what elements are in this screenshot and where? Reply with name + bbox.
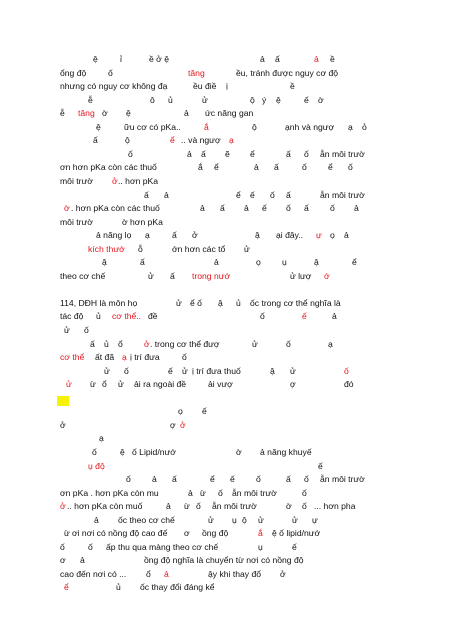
- text-fragment: ễ: [88, 94, 93, 105]
- text-fragment: ố: [60, 541, 65, 552]
- text-fragment: ừ: [200, 487, 206, 498]
- text-fragment: ấ: [172, 474, 177, 485]
- text-fragment: ả: [94, 514, 99, 525]
- text-line: [0, 473, 474, 486]
- highlighted-text: ở: [112, 175, 118, 186]
- text-fragment: ơ: [60, 555, 66, 566]
- text-line: [0, 202, 474, 215]
- text-fragment: ơ: [184, 528, 190, 539]
- text-fragment: ọ: [330, 230, 335, 241]
- text-fragment: ấ: [170, 270, 175, 281]
- text-fragment: ố: [302, 487, 307, 498]
- highlighted-text: ắ: [204, 121, 209, 132]
- text-fragment: ớn hơn các tổ: [172, 243, 226, 254]
- text-fragment: ỗ: [138, 243, 143, 254]
- text-fragment: ơn hơn pKa còn các thuố: [60, 162, 157, 173]
- text-fragment: ụ: [258, 541, 263, 552]
- text-fragment: ế: [250, 189, 255, 200]
- text-fragment: ễ: [60, 108, 65, 119]
- text-fragment: ờ: [102, 108, 108, 119]
- text-fragment: ệ: [93, 54, 98, 64]
- text-fragment: nhưng có nguy cơ không đạ: [60, 81, 168, 92]
- text-fragment: ế: [262, 203, 267, 214]
- text-fragment: ử: [208, 514, 214, 525]
- text-fragment: ể ố: [190, 297, 202, 308]
- text-fragment: ức năng gan: [205, 108, 254, 119]
- text-fragment: ử: [202, 94, 208, 105]
- text-fragment: ều điề: [193, 81, 217, 92]
- text-line: [0, 107, 474, 120]
- highlighted-text: ớ: [324, 270, 330, 281]
- text-fragment: ồng độ nghĩa là chuyển từ nơi có nồng độ: [144, 555, 304, 566]
- text-line: [0, 541, 474, 554]
- text-line: [0, 148, 474, 161]
- text-fragment: ất đã: [95, 352, 115, 363]
- text-fragment: ậ: [270, 365, 275, 376]
- text-fragment: .. hơn pKa: [118, 175, 159, 186]
- text-fragment: ờ: [286, 501, 292, 512]
- text-line: [0, 581, 474, 594]
- text-fragment: ấ: [90, 338, 95, 349]
- text-fragment: ộ: [125, 135, 130, 146]
- text-fragment: ả: [200, 203, 205, 214]
- text-line: [0, 378, 474, 391]
- text-fragment: ố: [128, 148, 133, 159]
- text-fragment: ố: [182, 352, 187, 363]
- text-fragment: ẫn môi trườ: [232, 487, 277, 498]
- highlighted-text: trong nướ: [192, 270, 231, 281]
- text-fragment: ợ: [170, 419, 176, 430]
- text-line: [0, 500, 474, 513]
- text-fragment: ải ra ngoài đề: [134, 379, 187, 390]
- text-fragment: ả: [166, 501, 171, 512]
- text-line: [0, 283, 474, 296]
- text-fragment: ụ: [282, 257, 287, 268]
- text-line: [0, 514, 474, 527]
- text-fragment: ử: [244, 243, 250, 254]
- text-fragment: đó: [344, 379, 354, 390]
- text-fragment: ế: [318, 460, 323, 471]
- text-fragment: ậ: [218, 297, 223, 308]
- text-fragment: ộ: [252, 121, 257, 132]
- text-fragment: ấ: [286, 148, 291, 159]
- text-fragment: ấ: [201, 148, 206, 159]
- text-fragment: ậ: [102, 257, 107, 268]
- text-fragment: . trong cơ thể đượ: [150, 338, 220, 349]
- text-fragment: ử: [252, 338, 258, 349]
- text-line: [0, 527, 474, 540]
- highlighted-text: tăng: [188, 67, 205, 78]
- highlighted-text: ở: [60, 501, 66, 512]
- text-fragment: ổng độ: [60, 67, 87, 78]
- text-fragment: ả: [164, 189, 169, 200]
- highlighted-text: ả: [164, 568, 169, 579]
- text-fragment: ố: [260, 311, 265, 322]
- text-fragment: ừ: [64, 528, 70, 539]
- highlighted-text: ắ: [258, 528, 263, 539]
- text-fragment: ạ: [348, 121, 353, 132]
- highlighted-text: ự: [316, 230, 322, 241]
- text-line: [0, 80, 474, 93]
- text-fragment: ờ: [318, 94, 324, 105]
- text-fragment: ả năng lọ: [96, 230, 132, 241]
- text-fragment: cao đến nơi có ...: [60, 568, 127, 579]
- text-fragment: ề: [290, 81, 295, 92]
- text-line: [0, 270, 474, 283]
- highlighted-text: ụ độ: [88, 460, 105, 471]
- text-fragment: ố: [256, 474, 261, 485]
- text-fragment: ố: [348, 162, 353, 173]
- text-line: [0, 297, 474, 310]
- text-fragment: ố: [84, 325, 89, 335]
- highlighted-text: ạ: [122, 352, 127, 363]
- highlighted-text: ể: [64, 582, 69, 593]
- text-line: [0, 568, 474, 581]
- text-fragment: ế: [230, 474, 235, 485]
- text-fragment: ải vượ: [208, 379, 233, 390]
- text-fragment: ị: [226, 81, 228, 92]
- text-fragment: tác độ: [60, 311, 84, 322]
- text-fragment: ố: [92, 446, 97, 457]
- text-line: [0, 554, 474, 567]
- text-fragment: ủ: [236, 297, 241, 308]
- text-fragment: .. hơn pKa còn muố: [67, 501, 143, 512]
- text-fragment: ử: [292, 514, 298, 525]
- text-fragment: ị trí đưa thuố: [192, 365, 241, 376]
- text-line: [0, 351, 474, 364]
- text-fragment: ẫn môi trườ: [320, 148, 365, 159]
- text-fragment: ố: [302, 501, 307, 512]
- text-fragment: ả: [80, 555, 85, 566]
- text-fragment: ... hơn pha: [314, 501, 356, 512]
- text-fragment: ổ: [102, 379, 107, 390]
- text-fragment: ọ: [256, 257, 261, 268]
- text-line: [0, 94, 474, 107]
- text-fragment: ề: [330, 54, 335, 64]
- text-fragment: ợ: [290, 379, 296, 390]
- text-fragment: ấ: [286, 189, 291, 200]
- text-fragment: ử: [64, 325, 70, 335]
- text-fragment: môi trườ: [60, 175, 93, 186]
- text-fragment: ự: [312, 514, 318, 525]
- text-fragment: ử: [258, 514, 264, 525]
- text-fragment: ổ: [146, 568, 151, 579]
- text-fragment: ẫn môi trườ: [320, 189, 365, 200]
- text-fragment: ố: [196, 501, 201, 512]
- text-fragment: ọ: [178, 406, 183, 417]
- highlighted-text: ở: [144, 338, 150, 349]
- text-fragment: ả: [188, 487, 193, 498]
- text-fragment: ử: [290, 365, 296, 376]
- text-fragment: ả: [254, 162, 259, 173]
- text-line: [0, 53, 474, 66]
- text-fragment: ỉ: [120, 54, 122, 64]
- text-line: [0, 161, 474, 174]
- text-fragment: theo cơ chế: [60, 270, 106, 281]
- text-fragment: ậ: [255, 230, 260, 241]
- text-fragment: ồng độ: [202, 528, 229, 539]
- text-line: [0, 229, 474, 242]
- text-fragment: ế: [304, 94, 309, 105]
- text-fragment: ẽ: [225, 148, 230, 159]
- text-fragment: ừ: [184, 501, 190, 512]
- text-fragment: ấ: [304, 203, 309, 214]
- text-line: [0, 121, 474, 134]
- text-fragment: ơn pKa . hơn pKa còn mu: [60, 487, 159, 498]
- text-fragment: ố: [286, 203, 291, 214]
- text-fragment: ấ: [274, 162, 279, 173]
- text-fragment: ể: [236, 189, 241, 200]
- text-fragment: ấ: [172, 230, 177, 241]
- text-line: [0, 134, 474, 147]
- text-fragment: ố: [286, 338, 291, 349]
- text-fragment: ụ: [232, 514, 237, 525]
- text-fragment: ở: [280, 568, 286, 579]
- text-line: [0, 324, 474, 337]
- text-fragment: ở: [60, 419, 66, 430]
- text-fragment: ấ: [286, 474, 291, 485]
- text-fragment: ử lượ: [290, 270, 312, 281]
- text-fragment: ừ: [90, 379, 96, 390]
- text-line: [0, 189, 474, 202]
- text-fragment: ệ: [276, 94, 281, 105]
- text-line: [0, 216, 474, 229]
- text-fragment: ể: [328, 162, 333, 173]
- highlighted-text: ạ: [229, 135, 234, 146]
- text-fragment: ờ: [236, 446, 242, 457]
- text-line: [0, 405, 474, 418]
- text-fragment: ở: [192, 230, 198, 241]
- text-fragment: ạ: [145, 230, 150, 241]
- text-fragment: ề ở ệ: [149, 54, 169, 64]
- highlighted-text: ố: [344, 365, 349, 376]
- text-fragment: ả: [344, 230, 349, 241]
- text-fragment: ế: [202, 406, 207, 417]
- text-fragment: ố: [88, 541, 93, 552]
- text-line: [0, 243, 474, 256]
- text-fragment: ử: [118, 379, 124, 390]
- text-fragment: ả: [152, 474, 157, 485]
- text-fragment: ố: [124, 365, 129, 376]
- text-fragment: môi trườ: [60, 216, 93, 227]
- text-fragment: ả: [184, 108, 189, 119]
- text-fragment: ể: [210, 474, 215, 485]
- text-fragment: ủ: [168, 94, 173, 105]
- text-fragment: ủ: [96, 311, 101, 322]
- text-fragment: đề: [148, 311, 158, 322]
- text-fragment: ốc thay đổi đáng kể: [140, 582, 215, 593]
- text-fragment: ờ hơn pKa: [122, 216, 163, 227]
- text-line: [0, 487, 474, 500]
- text-fragment: 114, DĐH là môn họ: [60, 297, 138, 308]
- highlighted-text: ả: [314, 54, 319, 64]
- text-fragment: ố: [108, 67, 113, 78]
- text-fragment: ả: [260, 54, 265, 64]
- text-fragment: ế: [168, 365, 173, 376]
- text-fragment: ổ: [118, 338, 123, 349]
- highlighted-text: ế: [302, 311, 307, 322]
- text-fragment: ế: [292, 541, 297, 552]
- text-fragment: ấ: [140, 257, 145, 268]
- text-fragment: ốc trong cơ thể nghĩa là: [250, 297, 341, 308]
- text-fragment: ệ ố lipid/nướ: [272, 528, 321, 539]
- text-fragment: ệ: [120, 446, 125, 457]
- text-fragment: ệ: [126, 108, 131, 119]
- highlighted-text: kích thướ: [88, 243, 125, 254]
- text-fragment: ố: [304, 148, 309, 159]
- text-fragment: ố: [304, 474, 309, 485]
- text-line: [0, 419, 474, 432]
- highlighted-text: ử: [66, 379, 72, 390]
- text-fragment: ẫn môi trườ: [320, 474, 365, 485]
- text-fragment: ủ: [116, 582, 121, 593]
- text-fragment: . hơn pKa còn các thuố: [71, 203, 160, 214]
- text-fragment: ấ: [144, 189, 149, 200]
- highlighted-text: ở: [180, 419, 186, 430]
- text-line: [0, 256, 474, 269]
- text-fragment: ể: [352, 257, 357, 268]
- text-line: [0, 365, 474, 378]
- text-fragment: ử: [148, 270, 154, 281]
- text-fragment: ấ: [275, 54, 280, 64]
- text-fragment: ử: [104, 365, 110, 376]
- text-fragment: ả: [332, 311, 337, 322]
- text-fragment: ốc theo cơ chế: [118, 514, 175, 525]
- text-line: [0, 446, 474, 459]
- text-fragment: ả: [244, 203, 249, 214]
- text-fragment: ậ: [314, 257, 319, 268]
- text-fragment: ố: [218, 487, 223, 498]
- text-fragment: ạnh và ngượ: [285, 121, 335, 132]
- text-fragment: ắ: [198, 162, 203, 173]
- text-fragment: ữu cơ có pKa..: [124, 121, 181, 132]
- text-line: [0, 392, 474, 405]
- text-line: [0, 310, 474, 323]
- text-fragment: ý: [262, 94, 267, 105]
- text-line: [0, 175, 474, 188]
- text-fragment: ều, tránh được nguy cơ độ: [236, 67, 339, 78]
- text-fragment: ộ: [242, 514, 247, 525]
- highlighted-text: cơ thể: [60, 352, 85, 363]
- text-fragment: ộ: [250, 94, 255, 105]
- text-fragment: ả năng khuyế: [260, 446, 312, 457]
- text-fragment: ố: [302, 162, 307, 173]
- highlighted-text: cơ thể..: [112, 311, 142, 322]
- text-fragment: ả: [354, 203, 359, 214]
- text-line: [0, 460, 474, 473]
- highlighted-text: ể: [170, 135, 175, 146]
- text-fragment: ố: [270, 189, 275, 200]
- text-fragment: ệ: [96, 121, 101, 132]
- text-fragment: ố Lipid/nướ: [132, 446, 176, 457]
- text-fragment: ố: [126, 474, 131, 485]
- text-fragment: ơi nơi có nồng độ cao đế: [72, 528, 168, 539]
- text-fragment: ẫn môi trườ: [212, 501, 257, 512]
- text-fragment: ử: [176, 297, 182, 308]
- text-line: [0, 338, 474, 351]
- text-fragment: ỏ: [362, 121, 367, 132]
- text-line: [0, 432, 474, 445]
- text-line: [0, 67, 474, 80]
- text-fragment: ể: [214, 162, 219, 173]
- text-fragment: ậy khi thay đổ: [208, 568, 262, 579]
- highlighted-text: ờ: [64, 203, 70, 214]
- text-fragment: ả: [187, 148, 192, 159]
- text-fragment: ấ: [93, 135, 98, 146]
- highlighted-text: tăng: [78, 108, 95, 119]
- text-fragment: ô: [150, 94, 155, 105]
- text-fragment: ị trí đưa: [130, 352, 160, 363]
- text-fragment: ể: [250, 148, 255, 159]
- text-fragment: ại đây..: [276, 230, 304, 241]
- text-fragment: ả: [214, 257, 219, 268]
- text-fragment: ạ: [99, 433, 104, 444]
- text-fragment: ạ: [328, 338, 333, 349]
- text-fragment: ủ: [104, 338, 109, 349]
- text-fragment: ố: [330, 203, 335, 214]
- text-fragment: ấp thu qua màng theo cơ chế: [106, 541, 219, 552]
- text-fragment: ấ: [220, 203, 225, 214]
- text-fragment: .. và ngượ: [181, 135, 221, 146]
- text-fragment: ử: [182, 365, 188, 376]
